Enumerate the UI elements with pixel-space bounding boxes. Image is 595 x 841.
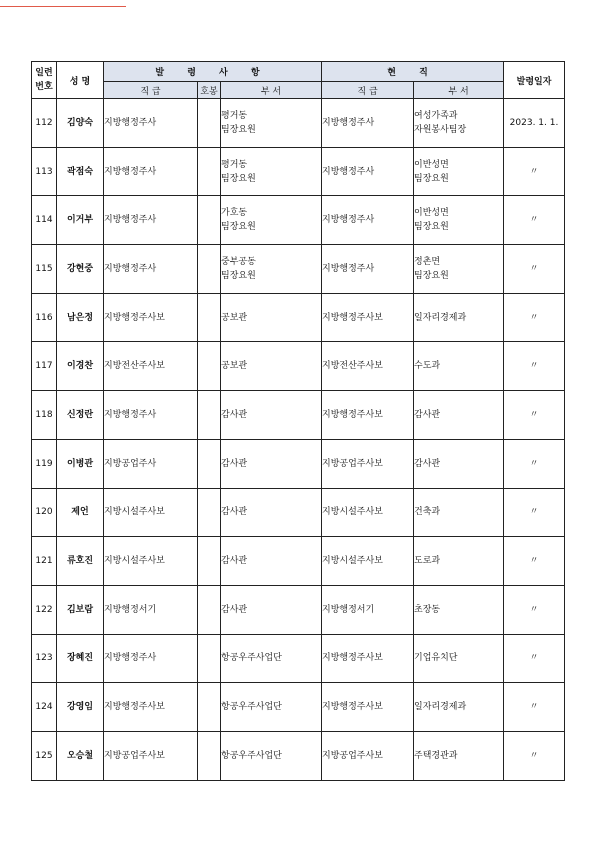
- row-seq: 122: [32, 585, 57, 634]
- header-current-rank: 직 급: [322, 82, 414, 99]
- row-dept: 평거동 팀장요원: [221, 147, 322, 196]
- top-decorative-rule: [0, 6, 126, 7]
- row-rank: 지방시설주사보: [104, 537, 198, 586]
- row-step: [198, 147, 221, 196]
- row-rank: 지방전산주사보: [104, 342, 198, 391]
- row-dept: 감사관: [221, 439, 322, 488]
- row-dept: 중부공동 팀장요원: [221, 245, 322, 294]
- row-current-dept: 감사관: [414, 439, 504, 488]
- row-current-dept: 기업유치단: [414, 634, 504, 683]
- row-current-dept: 일자리경제과: [414, 293, 504, 342]
- row-current-dept: 이반성면 팀장요원: [414, 147, 504, 196]
- row-dept: 감사관: [221, 488, 322, 537]
- row-seq: 116: [32, 293, 57, 342]
- row-dept: 감사관: [221, 585, 322, 634]
- row-date: 〃: [504, 488, 565, 537]
- row-date: 〃: [504, 585, 565, 634]
- table-row: [32, 245, 565, 294]
- table-row: [32, 293, 565, 342]
- row-date: 〃: [504, 245, 565, 294]
- row-name: 곽점숙: [57, 147, 104, 196]
- table-row: [32, 731, 565, 780]
- row-date: 〃: [504, 147, 565, 196]
- row-current-rank: 지방행정주사: [322, 99, 414, 148]
- row-dept: 항공우주사업단: [221, 683, 322, 732]
- row-name: 이경찬: [57, 342, 104, 391]
- header-current-group: 현 직: [322, 62, 504, 82]
- row-current-rank: 지방공업주사보: [322, 731, 414, 780]
- row-seq: 117: [32, 342, 57, 391]
- row-seq: 113: [32, 147, 57, 196]
- row-name: 남은정: [57, 293, 104, 342]
- row-seq: 114: [32, 196, 57, 245]
- row-seq: 112: [32, 99, 57, 148]
- row-date: 〃: [504, 391, 565, 440]
- row-dept: 감사관: [221, 391, 322, 440]
- header-row-1: [32, 62, 565, 82]
- row-current-rank: 지방행정주사보: [322, 634, 414, 683]
- table-row: [32, 391, 565, 440]
- row-date: 〃: [504, 683, 565, 732]
- row-seq: 125: [32, 731, 57, 780]
- row-dept: 항공우주사업단: [221, 731, 322, 780]
- row-current-rank: 지방행정주사보: [322, 683, 414, 732]
- row-rank: 지방행정주사: [104, 245, 198, 294]
- row-current-rank: 지방시설주사보: [322, 537, 414, 586]
- row-name: 김양숙: [57, 99, 104, 148]
- table-row: [32, 634, 565, 683]
- row-step: [198, 391, 221, 440]
- row-rank: 지방행정주사: [104, 147, 198, 196]
- row-rank: 지방행정주사: [104, 99, 198, 148]
- row-rank: 지방행정주사보: [104, 293, 198, 342]
- row-step: [198, 683, 221, 732]
- row-date: 〃: [504, 342, 565, 391]
- row-rank: 지방시설주사보: [104, 488, 198, 537]
- row-name: 강영임: [57, 683, 104, 732]
- row-name: 이병관: [57, 439, 104, 488]
- row-date: 〃: [504, 634, 565, 683]
- table-row: [32, 99, 565, 148]
- row-name: 오승철: [57, 731, 104, 780]
- row-current-dept: 여성가족과 자원봉사팀장: [414, 99, 504, 148]
- row-current-dept: 일자리경제과: [414, 683, 504, 732]
- row-step: [198, 439, 221, 488]
- personnel-order-table: [31, 61, 565, 781]
- row-name: 이거부: [57, 196, 104, 245]
- row-current-rank: 지방전산주사보: [322, 342, 414, 391]
- row-seq: 115: [32, 245, 57, 294]
- row-step: [198, 634, 221, 683]
- row-rank: 지방행정주사: [104, 196, 198, 245]
- row-current-dept: 도로과: [414, 537, 504, 586]
- row-current-rank: 지방행정서기: [322, 585, 414, 634]
- row-seq: 118: [32, 391, 57, 440]
- row-step: [198, 488, 221, 537]
- row-name: 장혜진: [57, 634, 104, 683]
- row-dept: 감사관: [221, 537, 322, 586]
- row-date: 〃: [504, 293, 565, 342]
- header-name: 성 명: [57, 62, 104, 99]
- row-current-dept: 수도과: [414, 342, 504, 391]
- row-step: [198, 342, 221, 391]
- row-name: 류호진: [57, 537, 104, 586]
- row-dept: 평거동 팀장요원: [221, 99, 322, 148]
- row-current-rank: 지방행정주사보: [322, 293, 414, 342]
- row-step: [198, 196, 221, 245]
- row-current-rank: 지방행정주사: [322, 245, 414, 294]
- row-dept: 공보관: [221, 293, 322, 342]
- row-rank: 지방행정주사보: [104, 683, 198, 732]
- row-step: [198, 731, 221, 780]
- row-rank: 지방공업주사: [104, 439, 198, 488]
- header-order-group: 발 령 사 항: [104, 62, 322, 82]
- table-row: [32, 537, 565, 586]
- row-date: 〃: [504, 439, 565, 488]
- table-row: [32, 585, 565, 634]
- row-current-dept: 감사관: [414, 391, 504, 440]
- header-date: 발령일자: [504, 62, 565, 99]
- row-name: 제언: [57, 488, 104, 537]
- header-seq: 일련 번호: [32, 62, 57, 99]
- row-seq: 120: [32, 488, 57, 537]
- row-current-dept: 건축과: [414, 488, 504, 537]
- row-rank: 지방공업주사보: [104, 731, 198, 780]
- row-seq: 121: [32, 537, 57, 586]
- row-current-dept: 이반성면 팀장요원: [414, 196, 504, 245]
- row-rank: 지방행정서기: [104, 585, 198, 634]
- row-current-rank: 지방시설주사보: [322, 488, 414, 537]
- row-date: 〃: [504, 196, 565, 245]
- row-step: [198, 537, 221, 586]
- table-row: [32, 683, 565, 732]
- row-seq: 119: [32, 439, 57, 488]
- header-row-2: [32, 82, 565, 99]
- row-step: [198, 293, 221, 342]
- header-current-dept: 부 서: [414, 82, 504, 99]
- row-step: [198, 99, 221, 148]
- table-row: [32, 342, 565, 391]
- header-step: 호봉: [198, 82, 221, 99]
- row-date: 〃: [504, 731, 565, 780]
- row-seq: 124: [32, 683, 57, 732]
- row-name: 김보람: [57, 585, 104, 634]
- row-date: 〃: [504, 537, 565, 586]
- table-row: [32, 488, 565, 537]
- row-name: 강현중: [57, 245, 104, 294]
- row-current-rank: 지방행정주사보: [322, 391, 414, 440]
- row-rank: 지방행정주사: [104, 391, 198, 440]
- row-date: 2023. 1. 1.: [504, 99, 565, 148]
- table-row: [32, 196, 565, 245]
- row-current-rank: 지방행정주사: [322, 196, 414, 245]
- row-rank: 지방행정주사: [104, 634, 198, 683]
- table-row: [32, 439, 565, 488]
- row-current-dept: 정촌면 팀장요원: [414, 245, 504, 294]
- header-dept: 부 서: [221, 82, 322, 99]
- row-dept: 공보관: [221, 342, 322, 391]
- row-step: [198, 245, 221, 294]
- row-name: 신정란: [57, 391, 104, 440]
- row-dept: 가호동 팀장요원: [221, 196, 322, 245]
- row-current-dept: 초장동: [414, 585, 504, 634]
- table-row: [32, 147, 565, 196]
- row-dept: 항공우주사업단: [221, 634, 322, 683]
- row-seq: 123: [32, 634, 57, 683]
- row-current-rank: 지방공업주사보: [322, 439, 414, 488]
- row-current-dept: 주택경관과: [414, 731, 504, 780]
- header-rank: 직 급: [104, 82, 198, 99]
- row-step: [198, 585, 221, 634]
- row-current-rank: 지방행정주사: [322, 147, 414, 196]
